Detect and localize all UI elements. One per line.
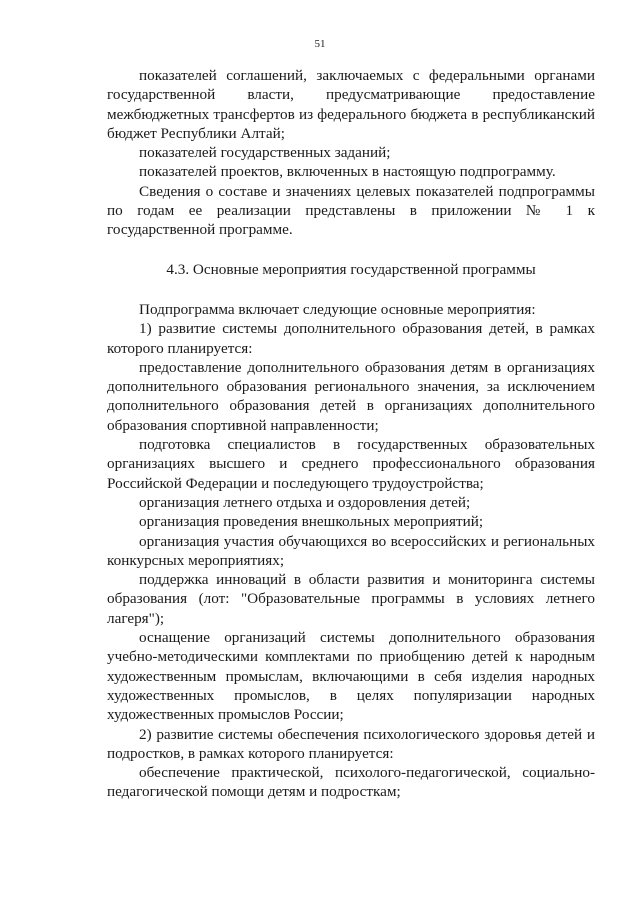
paragraph-indicators-info: Сведения о составе и значениях целевых показателей подпрограммы по годам ее реализации представлены в приложении № 1 к государственной программе. <box>107 182 595 239</box>
list-item-training-specialists: подготовка специалистов в государственных образовательных организациях высшего и среднего профессионального образования Российской Федерации и последующего трудоустройства; <box>107 436 595 492</box>
list-item-summer-recreation: организация летнего отдыха и оздоровления детей; <box>139 493 471 511</box>
list-item-psychological-assistance: обеспечение практической, психолого-педагогической, социально-педагогической помощи детям и подросткам; <box>107 764 595 801</box>
paragraph-agreements-indicators: показателей соглашений, заключаемых с федеральными органами государственной власти, предусматривающие предоставление межбюджетных трансфертов из федерального бюджета в республиканский бюджет Республики Алтай; <box>107 67 595 142</box>
list-item-extracurricular-events: организация проведения внешкольных мероприятий; <box>139 513 484 531</box>
list-item-innovation-support: поддержка инноваций в области развития и мониторинга системы образования (лот: "Образовательные программы в условиях летнего лагеря"); <box>107 571 595 627</box>
paragraph-subprogram-includes: Подпрограмма включает следующие основные мероприятия: <box>139 300 536 318</box>
list-item-equipping-organizations: оснащение организаций системы дополнительного образования учебно-методическими комплектами по приобщению детей к народным художественным промыслам, включающими в себя изделия народных художественных промыслов, в целях популяризации народных художественных промыслов России; <box>107 629 595 724</box>
section-heading: 4.3. Основные мероприятия государственной программы <box>166 260 536 278</box>
document-body <box>107 66 595 802</box>
list-item-provision-education: предоставление дополнительного образования детям в организациях дополнительного образования регионального значения, за исключением дополнительного образования детей в организациях дополнительного образования спортивной направленности; <box>107 358 595 434</box>
list-item-competitions-participation: организация участия обучающихся во всероссийских и региональных конкурсных мероприятиях; <box>107 532 595 569</box>
page-number: 51 <box>314 38 326 50</box>
paragraph-state-assignments: показателей государственных заданий; <box>139 144 391 162</box>
list-item-1-additional-education: 1) развитие системы дополнительного образования детей, в рамках которого планируется: <box>107 320 595 357</box>
list-item-2-psychological-health: 2) развитие системы обеспечения психологического здоровья детей и подростков, в рамках которого планируется: <box>107 725 595 762</box>
paragraph-projects-indicators: показателей проектов, включенных в настоящую подпрограмму. <box>139 163 556 181</box>
